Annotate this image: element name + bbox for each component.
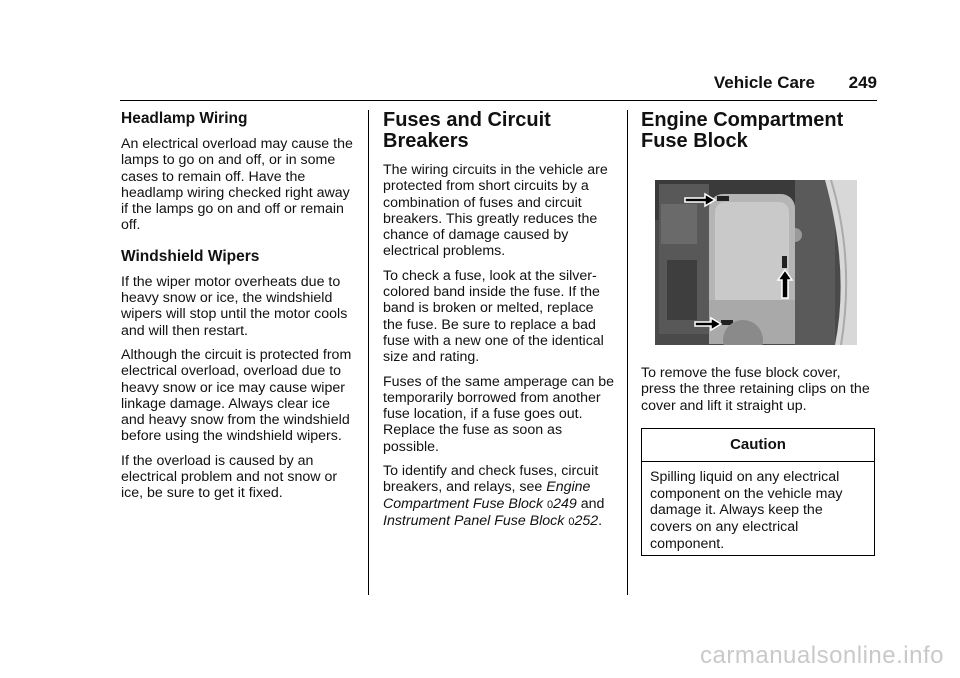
- section-title: Vehicle Care: [713, 73, 815, 92]
- text-fragment: To identify and check fuses, circuit breakers, and relays, see: [383, 463, 599, 496]
- fuse-block-photo: [655, 180, 857, 345]
- heading-line-2: Breakers: [383, 130, 469, 152]
- text-fragment: and: [576, 495, 605, 512]
- heading-line-1: Engine Compartment: [641, 109, 844, 131]
- heading-headlamp-wiring: Headlamp Wiring: [121, 110, 248, 127]
- heading-fuses-and-circuit-breakers: [383, 110, 615, 152]
- column-left: [121, 110, 357, 510]
- caution-title: Caution: [642, 429, 874, 462]
- paragraph-fuses-2: To check a fuse, look at the silver-colored band inside the fuse. If the band is broken or melted, replace the fuse. Be sure to replace a bad fuse with a new one of the identical size and rating.: [383, 267, 604, 366]
- paragraph-wipers-2: Although the circuit is protected from electrical overload, overload due to heavy snow or ice may cause wiper linkage damage. Always clear ice and heavy snow from the windshield before using the windshield wipers.: [121, 346, 352, 445]
- column-divider: [627, 110, 628, 595]
- paragraph-wipers-3: If the overload is caused by an electrical problem and not snow or ice, be sure to get it fixed.: [121, 452, 338, 502]
- paragraph-wipers-1: If the wiper motor overheats due to heavy snow or ice, the windshield wipers will stop until the motor cools and will then restart.: [121, 273, 348, 339]
- paragraph-remove-cover: To remove the fuse block cover, press the three retaining clips on the cover and lift it straight up.: [641, 365, 870, 414]
- page-ref-symbol: 0: [568, 515, 575, 528]
- paragraph-fuses-4: [383, 463, 615, 530]
- heading-windshield-wipers: Windshield Wipers: [121, 247, 260, 265]
- column-middle: [383, 110, 615, 538]
- caution-text: Spilling liquid on any electrical component on the vehicle may damage it. Always keep the covers on any electrical component.: [650, 468, 843, 553]
- text-fragment: .: [598, 512, 603, 529]
- page-number: 249: [848, 73, 877, 92]
- heading-line-2: Fuse Block: [641, 130, 748, 152]
- watermark: carmanualsonline.info: [700, 642, 944, 669]
- caution-box: [641, 428, 875, 556]
- page-ref-249: 249: [553, 495, 577, 512]
- heading-line-1: Fuses and Circuit: [383, 109, 551, 131]
- heading-engine-compartment-fuse-block: [641, 110, 877, 152]
- link-instrument-panel-fuse-block[interactable]: Instrument Panel Fuse Block: [383, 512, 565, 529]
- page-header: [120, 70, 877, 101]
- column-right: [641, 110, 877, 556]
- link-engine-compartment-fuse-block[interactable]: Engine Compartment Fuse Block: [383, 479, 591, 512]
- paragraph-fuses-3: Fuses of the same amperage can be temporarily borrowed from another fuse location, if a fuse goes out. Replace the fuse as soon as possible.: [383, 373, 615, 455]
- page-ref-252: 252: [574, 512, 599, 529]
- page-ref-symbol: 0: [547, 498, 554, 511]
- paragraph-fuses-1: The wiring circuits in the vehicle are protected from short circuits by a combination of fuses and circuit breakers. This greatly reduces the chance of damage caused by electrical problems.: [383, 162, 608, 260]
- column-divider: [368, 110, 369, 595]
- paragraph-headlamp: An electrical overload may cause the lamps to go on and off, or in some cases to remain off. Have the headlamp wiring checked right away if the lamps go on and off or remain off.: [121, 136, 353, 234]
